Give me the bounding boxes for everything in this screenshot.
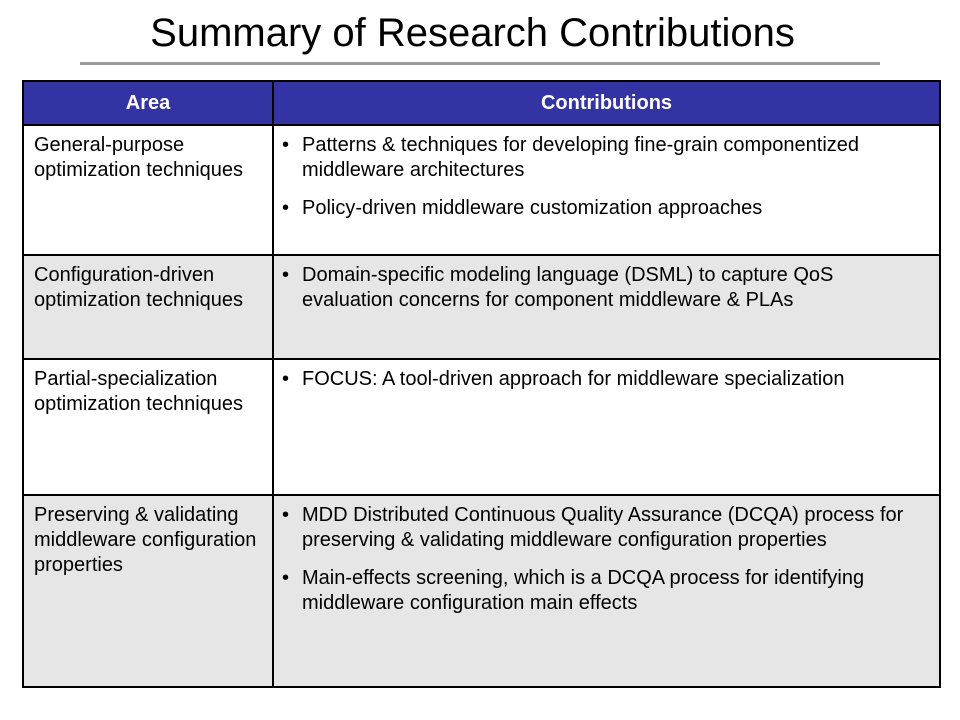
- area-cell: Configuration-driven optimization techniques: [23, 255, 273, 359]
- table-row: [23, 255, 940, 359]
- header-contributions: Contributions: [273, 81, 940, 125]
- bullet-icon: •: [282, 197, 290, 219]
- table-row: [23, 125, 940, 255]
- contribution-text: Domain-specific modeling language (DSML) to capture QoS evaluation concerns for component middleware & PLAs: [302, 264, 834, 311]
- contribution-item: [282, 263, 929, 313]
- bullet-icon: •: [282, 134, 290, 156]
- area-cell: Partial-specialization optimization techniques: [23, 359, 273, 495]
- contribution-list: [282, 263, 929, 313]
- contribution-text: FOCUS: A tool-driven approach for middleware specialization: [302, 368, 845, 390]
- bullet-icon: •: [282, 504, 290, 526]
- bullet-icon: •: [282, 567, 290, 589]
- header-area: Area: [23, 81, 273, 125]
- contribution-list: [282, 503, 929, 616]
- contribution-text: Policy-driven middleware customization approaches: [302, 197, 763, 219]
- contribution-text: Patterns & techniques for developing fine-grain componentized middleware architectures: [302, 134, 860, 181]
- contributions-cell: [273, 125, 940, 255]
- contribution-list: [282, 367, 929, 392]
- contributions-cell: [273, 495, 940, 687]
- contributions-cell: [273, 359, 940, 495]
- table-header-row: [23, 81, 940, 125]
- contribution-item: [282, 196, 929, 221]
- title-divider: [80, 62, 880, 65]
- contribution-item: [282, 503, 929, 553]
- contribution-list: [282, 133, 929, 221]
- slide-title: Summary of Research Contributions: [150, 11, 795, 55]
- area-cell: Preserving & validating middleware configuration properties: [23, 495, 273, 687]
- bullet-icon: •: [282, 368, 290, 390]
- contribution-text: MDD Distributed Continuous Quality Assurance (DCQA) process for preserving & validating middleware configuration properties: [302, 504, 904, 551]
- bullet-icon: •: [282, 264, 290, 286]
- contribution-item: [282, 566, 929, 616]
- contributions-table: [22, 80, 941, 688]
- contribution-item: [282, 133, 929, 183]
- contribution-text: Main-effects screening, which is a DCQA process for identifying middleware configuration main effects: [302, 567, 865, 614]
- contributions-cell: [273, 255, 940, 359]
- table-row: [23, 359, 940, 495]
- table-row: [23, 495, 940, 687]
- contribution-item: [282, 367, 929, 392]
- area-cell: General-purpose optimization techniques: [23, 125, 273, 255]
